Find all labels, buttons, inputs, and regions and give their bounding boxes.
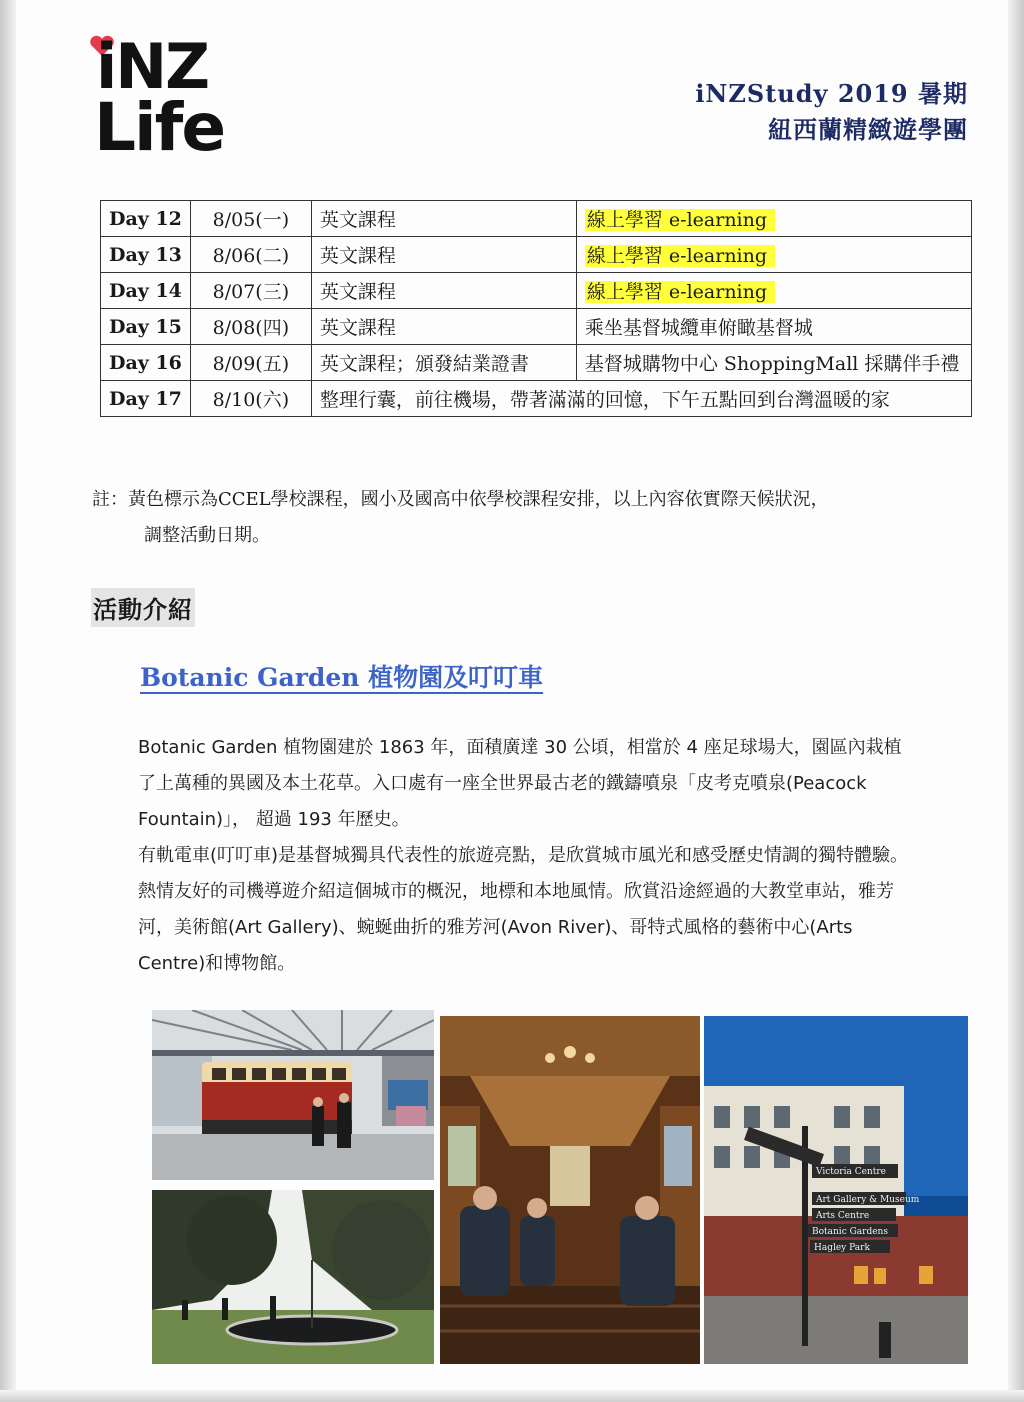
header-line-1: iNZStudy 2019 暑期 — [695, 79, 968, 108]
morning-cell: 英文課程 — [311, 273, 576, 309]
highlighted-activity: 線上學習 e-learning — [585, 281, 775, 303]
day-cell: Day 12 — [101, 201, 191, 237]
date-cell: 8/06(二) — [190, 237, 311, 273]
photo-street-signpost — [704, 1016, 968, 1364]
paragraph-tram: 有軌電車(叮叮車)是基督城獨具代表性的旅遊亮點，是欣賞城市風光和感受歷史情調的獨特體驗。熱情友好的司機導遊介紹這個城市的概況，地標和本地風情。欣賞沿途經過的大教堂車站，雅芳河，美術館(Art Gallery)、蜿蜒曲折的雅芳河(Avon River)、哥特式風格的藝術中心(Arts Centre)和博物館。 — [138, 845, 909, 974]
activity-description — [138, 730, 918, 982]
table-row — [101, 345, 972, 381]
table-row — [101, 309, 972, 345]
table-row — [101, 273, 972, 309]
schedule-table — [100, 200, 972, 417]
afternoon-cell: 乘坐基督城纜車俯瞰基督城 — [576, 309, 971, 345]
sign-label-art-gallery: Art Gallery & Museum — [816, 1195, 920, 1205]
note-line-1: 註：黃色標示為CCEL學校課程，國小及國高中依學校課程安排，以上內容依實際天候狀況， — [92, 489, 829, 510]
afternoon-cell — [576, 201, 971, 237]
inz-life-logo — [88, 32, 248, 164]
morning-cell: 英文課程 — [311, 201, 576, 237]
day-cell: Day 15 — [101, 309, 191, 345]
afternoon-cell — [576, 273, 971, 309]
photo-garden-fountain — [152, 1190, 434, 1364]
date-cell: 8/10(六) — [190, 381, 311, 417]
day-cell: Day 13 — [101, 237, 191, 273]
afternoon-cell: 基督城購物中心 ShoppingMall 採購伴手禮 — [576, 345, 971, 381]
afternoon-cell — [576, 237, 971, 273]
photo-tram-in-mall — [152, 1010, 434, 1180]
logo-line-1: iNZ — [96, 30, 209, 103]
sign-label-arts-centre: Arts Centre — [816, 1211, 870, 1221]
date-cell: 8/09(五) — [190, 345, 311, 381]
day-cell: Day 14 — [101, 273, 191, 309]
header-line-2: 紐西蘭精緻遊學團 — [768, 115, 968, 144]
page-edge-left — [0, 0, 16, 1402]
table-row — [101, 201, 972, 237]
photo-tram-interior — [440, 1016, 700, 1364]
full-day-cell: 整理行囊，前往機場，帶著滿滿的回憶，下午五點回到台灣溫暖的家 — [311, 381, 971, 417]
sign-label-victoria-centre: Victoria Centre — [816, 1167, 886, 1177]
date-cell: 8/08(四) — [190, 309, 311, 345]
note-line-2: 調整活動日期。 — [144, 525, 270, 546]
section-title: 活動介紹 — [91, 588, 195, 627]
highlighted-activity: 線上學習 e-learning — [585, 245, 775, 267]
sign-label-hagley-park: Hagley Park — [814, 1243, 870, 1253]
table-row — [101, 381, 972, 417]
highlighted-activity: 線上學習 e-learning — [585, 209, 775, 231]
paragraph-botanic-garden: Botanic Garden 植物園建於 1863 年，面積廣達 30 公頃，相當於 4 座足球場大，園區內栽植了上萬種的異國及本土花草。入口處有一座全世界最古老的鐵鑄噴泉「皮考克噴泉(Peacock Fountain)」， 超過 193 年歷史。 — [138, 737, 902, 830]
schedule-note — [92, 482, 952, 554]
activity-subtitle: Botanic Garden 植物園及叮叮車 — [140, 663, 544, 692]
morning-cell: 英文課程 — [311, 309, 576, 345]
sign-label-botanic-gardens: Botanic Gardens — [812, 1227, 888, 1237]
page-edge-right — [1008, 0, 1024, 1402]
table-row — [101, 237, 972, 273]
page-edge-bottom — [0, 1390, 1024, 1402]
document-header — [695, 76, 968, 148]
day-cell: Day 16 — [101, 345, 191, 381]
day-cell: Day 17 — [101, 381, 191, 417]
date-cell: 8/07(三) — [190, 273, 311, 309]
morning-cell: 英文課程 — [311, 237, 576, 273]
logo-line-2: Life — [94, 89, 225, 166]
date-cell: 8/05(一) — [190, 201, 311, 237]
morning-cell: 英文課程；頒發結業證書 — [311, 345, 576, 381]
